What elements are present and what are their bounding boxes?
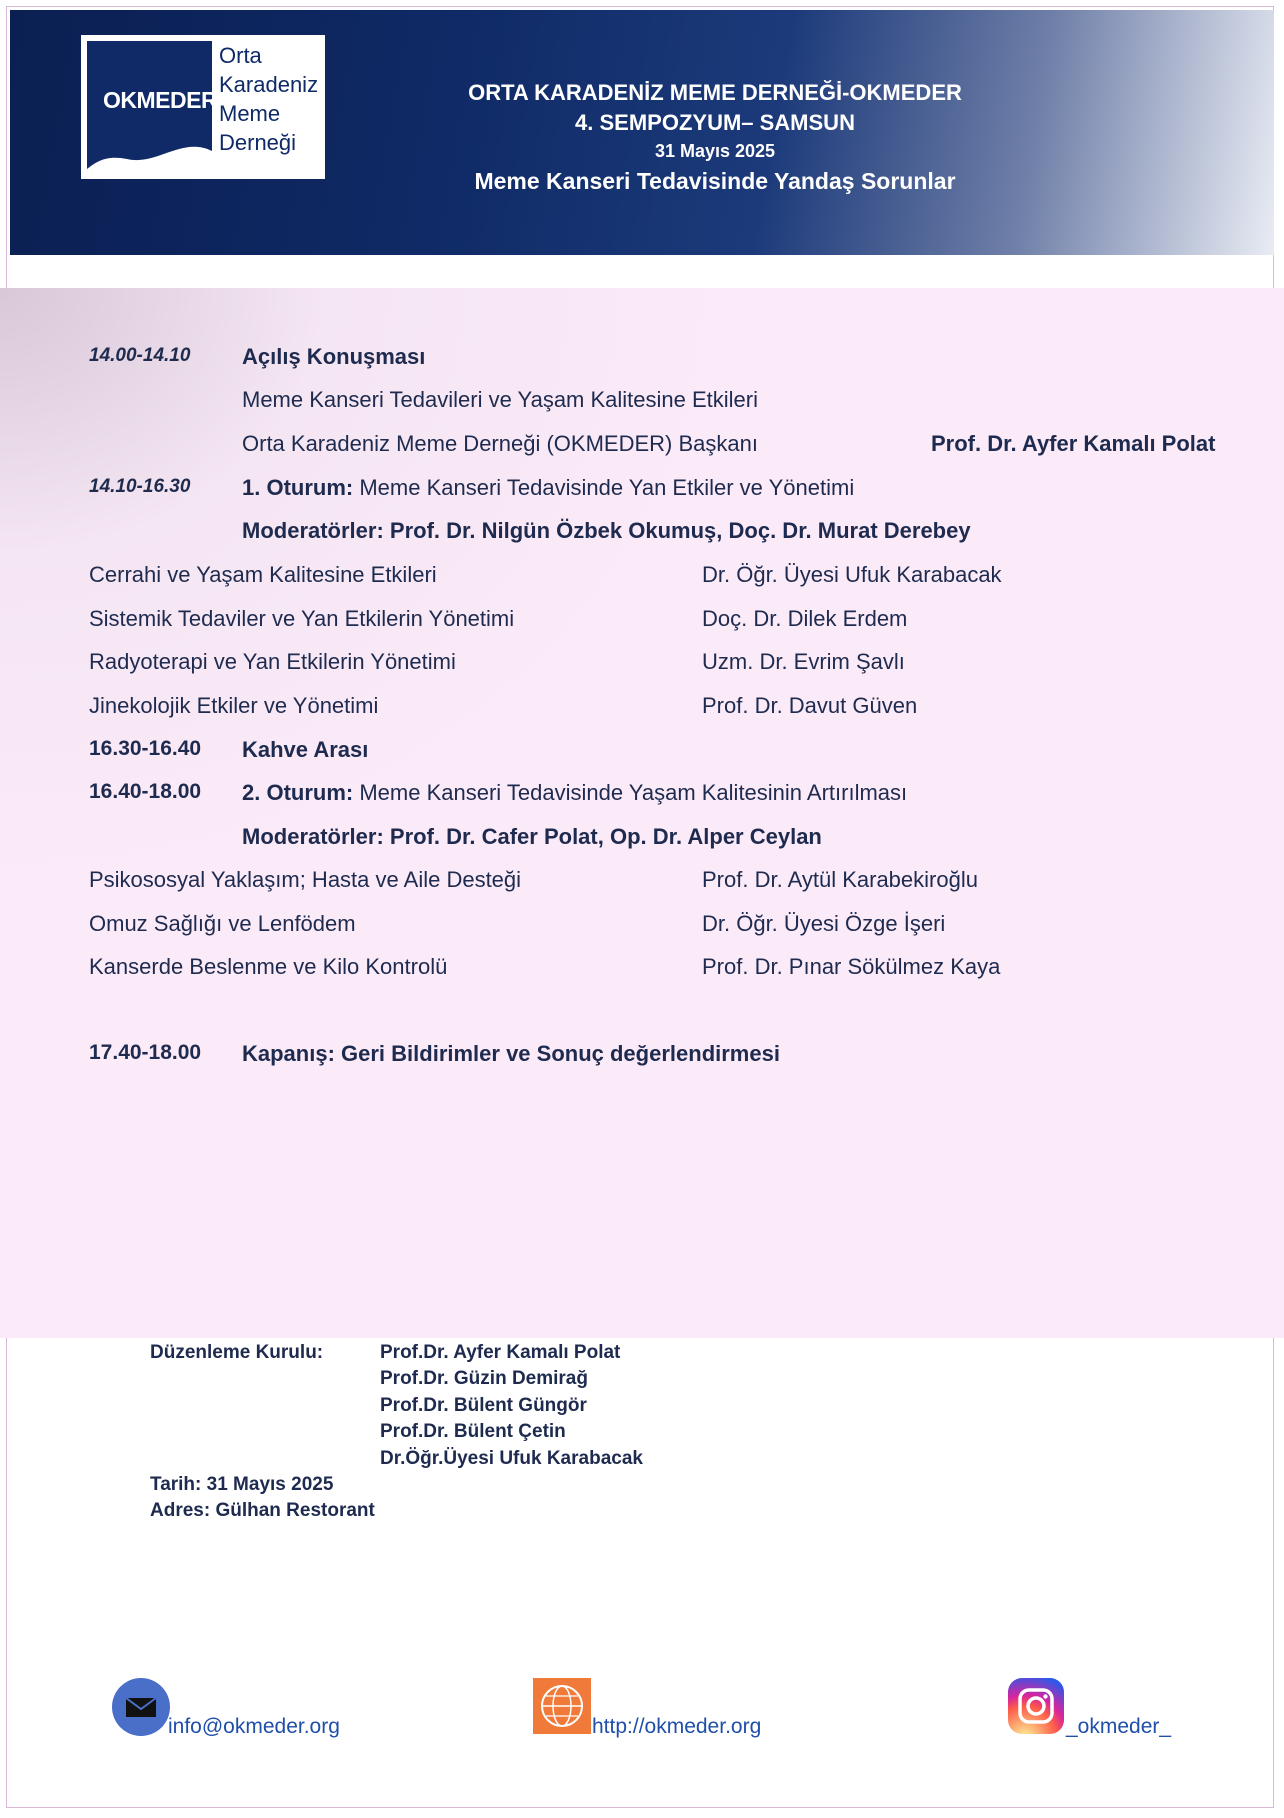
talk-topic: Sistemik Tedaviler ve Yan Etkilerin Yönetimi bbox=[89, 606, 515, 631]
session2-heading bbox=[242, 780, 907, 806]
committee-member: Dr.Öğr.Üyesi Ufuk Karabacak bbox=[380, 1448, 643, 1469]
instagram-link[interactable]: _okmeder_ bbox=[1066, 1715, 1172, 1738]
instagram-icon-glyph bbox=[1008, 1678, 1064, 1734]
event-theme: Meme Kanseri Tedavisinde Yandaş Sorunlar bbox=[474, 168, 956, 194]
logo-abbreviation: OKMEDER bbox=[103, 87, 218, 113]
talk-topic: Radyoterapi ve Yan Etkilerin Yönetimi bbox=[89, 649, 456, 674]
talk-speaker: Prof. Dr. Aytül Karabekiroğlu bbox=[702, 867, 978, 892]
committee-member: Prof.Dr. Bülent Güngör bbox=[380, 1395, 587, 1416]
logo-line: Karadeniz bbox=[219, 72, 319, 97]
opening-speaker: Prof. Dr. Ayfer Kamalı Polat bbox=[931, 431, 1216, 456]
logo-line: Orta bbox=[219, 43, 262, 68]
logo-text bbox=[219, 41, 318, 157]
mail-icon[interactable] bbox=[112, 1678, 170, 1736]
session2-label: 2. Oturum: bbox=[242, 780, 354, 805]
globe-icon[interactable] bbox=[533, 1678, 591, 1734]
session1-moderators: Moderatörler: Prof. Dr. Nilgün Özbek Okumuş, Doç. Dr. Murat Derebey bbox=[242, 518, 971, 543]
logo-line: Meme bbox=[219, 101, 281, 126]
opening-line: Orta Karadeniz Meme Derneği (OKMEDER) Başkanı bbox=[242, 431, 758, 456]
opening-time: 14.00-14.10 bbox=[89, 345, 191, 366]
globe-icon-glyph bbox=[533, 1678, 591, 1734]
closing-title: Kapanış: Geri Bildirimler ve Sonuç değerlendirmesi bbox=[242, 1041, 780, 1066]
opening-title: Açılış Konuşması bbox=[242, 344, 426, 369]
committee-label: Düzenleme Kurulu: bbox=[150, 1342, 324, 1363]
break-time: 16.30-16.40 bbox=[89, 737, 202, 760]
logo-line: Derneği bbox=[219, 130, 297, 155]
email-link[interactable]: info@okmeder.org bbox=[168, 1715, 340, 1738]
session1-title: Meme Kanseri Tedavisinde Yan Etkiler ve Yönetimi bbox=[359, 475, 855, 500]
talk-speaker: Doç. Dr. Dilek Erdem bbox=[702, 606, 908, 631]
event-title: ORTA KARADENİZ MEME DERNEĞİ-OKMEDER bbox=[468, 80, 962, 105]
event-date-line: Tarih: 31 Mayıs 2025 bbox=[150, 1474, 334, 1495]
header-banner bbox=[10, 10, 1274, 255]
event-subtitle: 4. SEMPOZYUM– SAMSUN bbox=[575, 110, 855, 135]
session1-heading bbox=[242, 475, 854, 501]
mail-icon-glyph bbox=[112, 1678, 170, 1736]
okmeder-logo bbox=[81, 35, 325, 179]
break-title: Kahve Arası bbox=[242, 737, 369, 762]
website-link[interactable]: http://okmeder.org bbox=[592, 1715, 762, 1738]
session2-title: Meme Kanseri Tedavisinde Yaşam Kalitesinin Artırılması bbox=[359, 780, 908, 805]
session1-time: 14.10-16.30 bbox=[89, 476, 191, 497]
talk-speaker: Prof. Dr. Pınar Sökülmez Kaya bbox=[702, 954, 1001, 979]
talk-topic: Cerrahi ve Yaşam Kalitesine Etkileri bbox=[89, 562, 437, 587]
event-address-line: Adres: Gülhan Restorant bbox=[150, 1500, 375, 1521]
instagram-icon[interactable] bbox=[1008, 1678, 1064, 1734]
talk-speaker: Dr. Öğr. Üyesi Özge İşeri bbox=[702, 911, 946, 936]
committee-member: Prof.Dr. Bülent Çetin bbox=[380, 1421, 566, 1442]
talk-topic: Jinekolojik Etkiler ve Yönetimi bbox=[89, 693, 379, 718]
talk-speaker: Uzm. Dr. Evrim Şavlı bbox=[702, 649, 905, 674]
talk-topic: Psikososyal Yaklaşım; Hasta ve Aile Desteği bbox=[89, 867, 522, 892]
closing-time: 17.40-18.00 bbox=[89, 1041, 202, 1064]
committee-member: Prof.Dr. Ayfer Kamalı Polat bbox=[380, 1342, 621, 1363]
session2-moderators: Moderatörler: Prof. Dr. Cafer Polat, Op. Dr. Alper Ceylan bbox=[242, 824, 822, 849]
header-titles bbox=[450, 78, 980, 198]
opening-line: Meme Kanseri Tedavileri ve Yaşam Kalitesine Etkileri bbox=[242, 387, 759, 412]
talk-speaker: Dr. Öğr. Üyesi Ufuk Karabacak bbox=[702, 562, 1002, 587]
talk-speaker: Prof. Dr. Davut Güven bbox=[702, 693, 918, 718]
talk-topic: Omuz Sağlığı ve Lenfödem bbox=[89, 911, 356, 936]
session2-time: 16.40-18.00 bbox=[89, 780, 202, 803]
talk-topic: Kanserde Beslenme ve Kilo Kontrolü bbox=[89, 954, 448, 979]
committee-member: Prof.Dr. Güzin Demirağ bbox=[380, 1368, 588, 1389]
event-date: 31 Mayıs 2025 bbox=[654, 141, 776, 161]
session1-label: 1. Oturum: bbox=[242, 475, 354, 500]
